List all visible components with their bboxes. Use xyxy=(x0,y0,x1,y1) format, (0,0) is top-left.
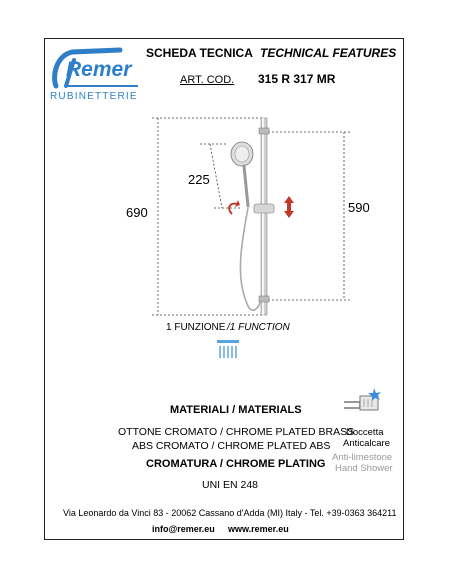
feature-en-line1: Anti-limestone xyxy=(332,452,393,463)
footer-email[interactable]: info@remer.eu xyxy=(152,524,215,534)
up-down-arrow-icon xyxy=(284,196,294,218)
art-cod-value: 315 R 317 MR xyxy=(258,72,336,86)
footer-address: Via Leonardo da Vinci 83 - 20062 Cassano d'Adda (MI) Italy - Tel. +39-0363 364211 xyxy=(63,508,397,518)
materials-title: MATERIALI / MATERIALS xyxy=(170,404,302,416)
brand-name: Remer xyxy=(66,58,132,81)
function-en: /1 FUNCTION xyxy=(227,322,290,333)
dimension-225: 225 xyxy=(188,172,210,187)
spray-function-icon xyxy=(216,340,240,360)
shower-drawing xyxy=(140,110,370,335)
plating-title: CROMATURA / CHROME PLATING xyxy=(146,458,326,470)
scheda-tecnica-title: SCHEDA TECNICA xyxy=(146,46,253,60)
feature-it-line1: Doccetta xyxy=(346,427,384,438)
footer-website[interactable]: www.remer.eu xyxy=(228,524,289,534)
brand-subtitle: RUBINETTERIE xyxy=(50,91,138,102)
material-line-1: OTTONE CROMATO / CHROME PLATED BRASS xyxy=(118,426,355,438)
technical-features-title: TECHNICAL FEATURES xyxy=(260,46,397,60)
feature-en-line2: Hand Shower xyxy=(335,463,393,474)
feature-it-line2: Anticalcare xyxy=(343,438,390,449)
function-it: 1 FUNZIONE xyxy=(166,322,226,333)
material-line-2: ABS CROMATO / CHROME PLATED ABS xyxy=(132,440,331,452)
anti-limestone-icon xyxy=(342,388,382,416)
dimension-690: 690 xyxy=(126,205,148,220)
dimension-590: 590 xyxy=(348,200,370,215)
art-cod-label: ART. COD. xyxy=(180,74,235,86)
standard-label: UNI EN 248 xyxy=(202,479,259,491)
